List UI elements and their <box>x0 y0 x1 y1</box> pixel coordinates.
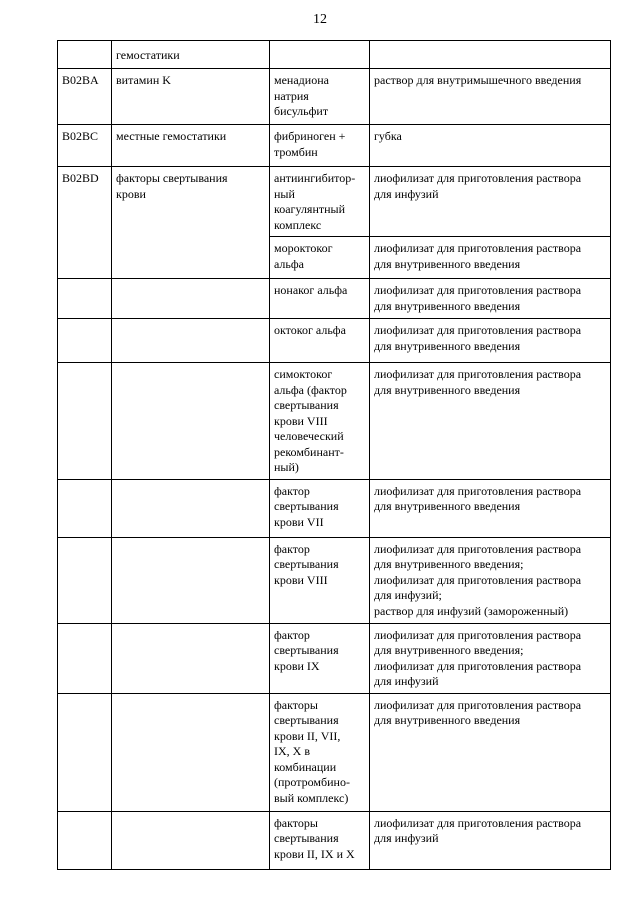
substance-cell: мороктоког альфа <box>270 237 370 279</box>
substance-cell: октоког альфа <box>270 319 370 363</box>
group-name-cell: витамин K <box>112 69 270 125</box>
substance-cell: менадиона натрия бисульфит <box>270 69 370 125</box>
substance-cell: фактор свертывания крови VIII <box>270 537 370 623</box>
table-row <box>58 69 611 125</box>
dosage-form-cell: лиофилизат для приготовления раствора для внутривенного введения <box>370 363 611 480</box>
dosage-form-cell: раствор для внутримышечного введения <box>370 69 611 125</box>
substance-cell: антиингибитор- ный коагулянтный комплекс <box>270 167 370 237</box>
dosage-form-cell: лиофилизат для приготовления раствора для внутривенного введения <box>370 237 611 279</box>
group-name-cell <box>112 279 270 319</box>
dosage-form-cell: лиофилизат для приготовления раствора для внутривенного введения <box>370 693 611 811</box>
group-name-cell: местные гемостатики <box>112 125 270 167</box>
atc-code-cell: B02BA <box>58 69 112 125</box>
dosage-form-cell: лиофилизат для приготовления раствора для инфузий <box>370 811 611 869</box>
dosage-form-cell <box>370 41 611 69</box>
atc-code-cell: B02BD <box>58 167 112 279</box>
table-row <box>58 623 611 693</box>
group-name-cell: факторы свертывания крови <box>112 167 270 279</box>
table-row <box>58 125 611 167</box>
table-row <box>58 279 611 319</box>
table-row <box>58 41 611 69</box>
group-name-cell <box>112 363 270 480</box>
atc-code-cell <box>58 479 112 537</box>
substance-cell: факторы свертывания крови II, VII, IX, X в комбинации (протромбино- вый комплекс) <box>270 693 370 811</box>
atc-code-cell <box>58 319 112 363</box>
atc-code-cell <box>58 693 112 811</box>
table-row <box>58 693 611 811</box>
dosage-form-cell: лиофилизат для приготовления раствора для инфузий <box>370 167 611 237</box>
dosage-form-cell: лиофилизат для приготовления раствора для внутривенного введения <box>370 279 611 319</box>
substance-cell: фибриноген + тромбин <box>270 125 370 167</box>
page-number: 12 <box>313 12 327 27</box>
group-name-cell <box>112 623 270 693</box>
dosage-form-cell: лиофилизат для приготовления раствора для внутривенного введения <box>370 479 611 537</box>
group-name-cell <box>112 537 270 623</box>
atc-code-cell <box>58 279 112 319</box>
group-name-cell <box>112 811 270 869</box>
group-name-cell <box>112 319 270 363</box>
dosage-form-cell: лиофилизат для приготовления раствора для внутривенного введения; лиофилизат для приготовления раствора для инфузий <box>370 623 611 693</box>
drug-table <box>57 40 611 870</box>
substance-cell: факторы свертывания крови II, IX и X <box>270 811 370 869</box>
atc-code-cell <box>58 537 112 623</box>
dosage-form-cell: лиофилизат для приготовления раствора для внутривенного введения <box>370 319 611 363</box>
group-name-cell <box>112 479 270 537</box>
table-row <box>58 479 611 537</box>
table-row <box>58 319 611 363</box>
substance-cell: нонаког альфа <box>270 279 370 319</box>
table-row <box>58 167 611 237</box>
substance-cell <box>270 41 370 69</box>
group-name-cell <box>112 693 270 811</box>
substance-cell: фактор свертывания крови IX <box>270 623 370 693</box>
table-row <box>58 363 611 480</box>
atc-code-cell <box>58 623 112 693</box>
table-row <box>58 811 611 869</box>
dosage-form-cell: лиофилизат для приготовления раствора для внутривенного введения; лиофилизат для приготовления раствора для инфузий; раствор для инфузий (замороженный) <box>370 537 611 623</box>
dosage-form-cell: губка <box>370 125 611 167</box>
substance-cell: симоктоког альфа (фактор свертывания крови VIII человеческий рекомбинант- ный) <box>270 363 370 480</box>
atc-code-cell <box>58 811 112 869</box>
table-row <box>58 537 611 623</box>
atc-code-cell <box>58 363 112 480</box>
substance-cell: фактор свертывания крови VII <box>270 479 370 537</box>
atc-code-cell: B02BC <box>58 125 112 167</box>
group-name-cell: гемостатики <box>112 41 270 69</box>
atc-code-cell <box>58 41 112 69</box>
